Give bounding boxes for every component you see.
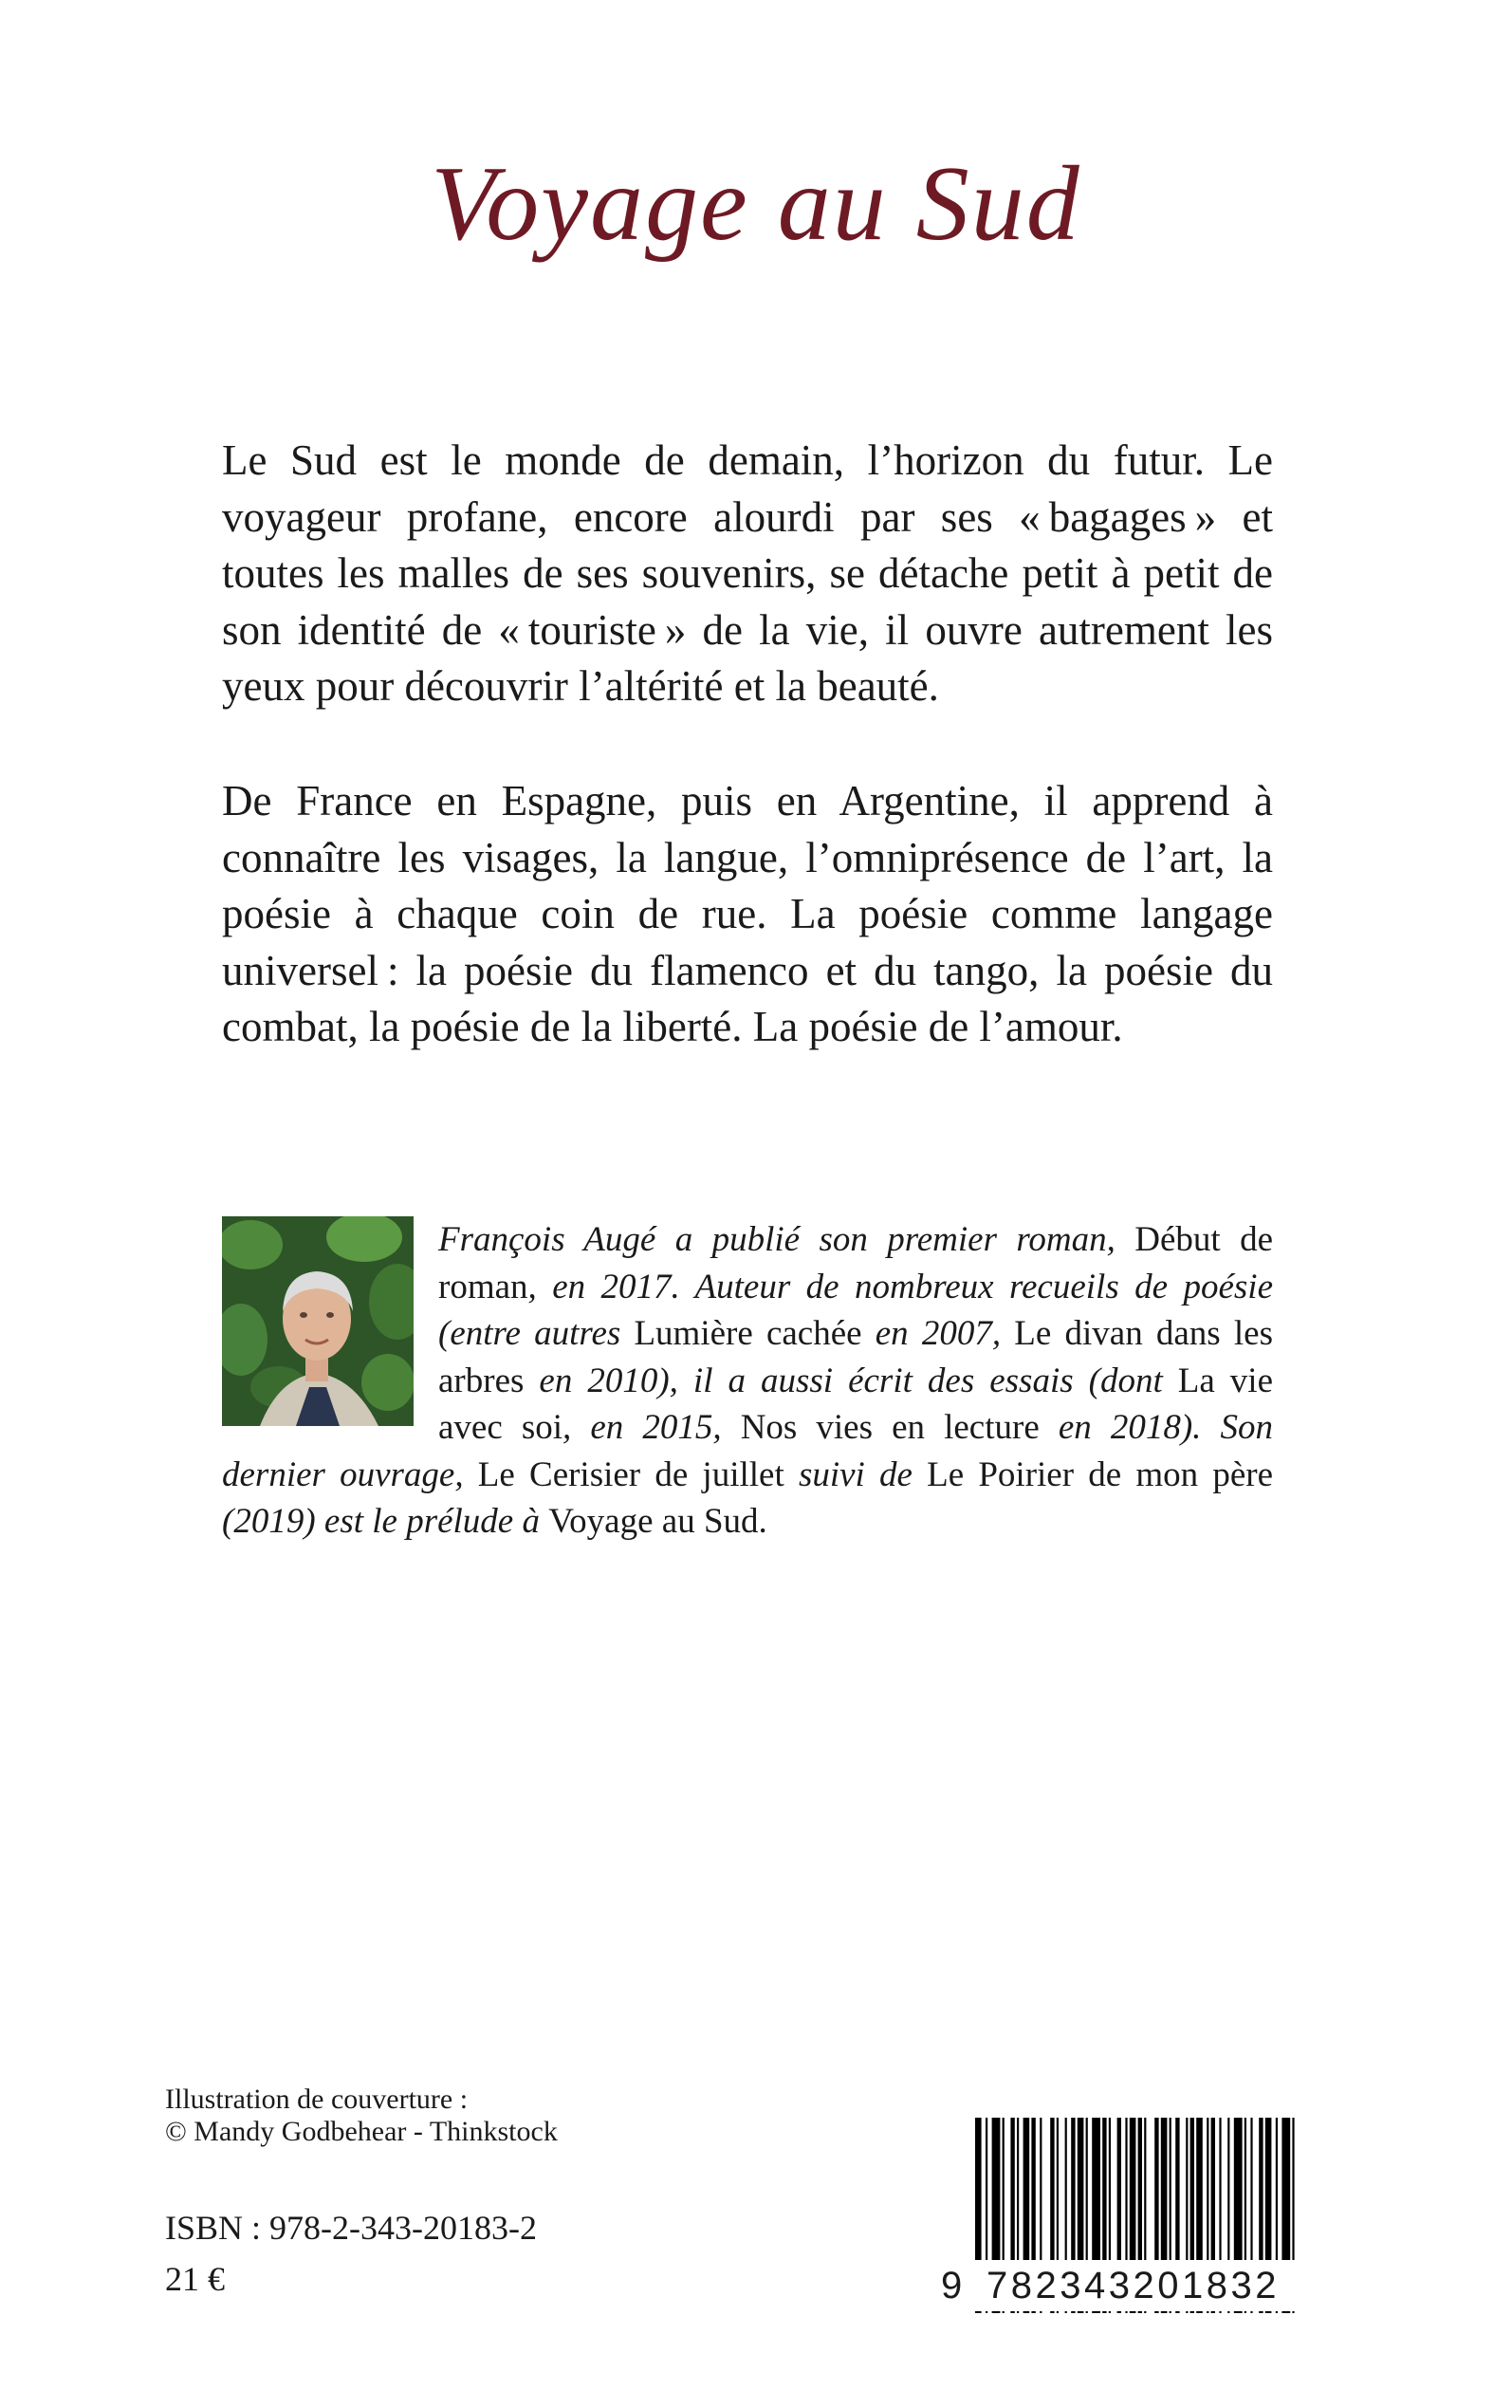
credits-line-1: Illustration de couverture : <box>165 2084 469 2115</box>
barcode-first-digit: 9 <box>941 2265 963 2306</box>
barcode-digits-rest: 782343201832 <box>986 2265 1280 2306</box>
barcode-digits <box>941 2260 1301 2311</box>
price-text: 21 € <box>165 2260 225 2298</box>
author-name: François Augé <box>438 1220 656 1259</box>
isbn-text: ISBN : 978-2-343-20183-2 <box>165 2209 537 2247</box>
credits-line-2: © Mandy Godbehear - Thinkstock <box>165 2116 558 2147</box>
cover-credits <box>165 2084 558 2148</box>
book-title: Voyage au Sud <box>431 145 1081 263</box>
author-photo <box>222 1216 414 1426</box>
blurb-paragraph-2: De France en Espagne, puis en Argentine, il apprend à connaître les visages, la langue, l’omniprésence de l’art, la poésie à chaque coin de rue. La poésie comme langage universel : la poésie du flamenco et du tango, la poésie du combat, la poésie de la liberté. La poésie de l’amour. <box>222 777 1273 1050</box>
author-bio: François Augé a publié son premier roman, Début de roman, en 2017. Auteur de nombreux recueils de poésie (entre autres Lumière cachée en 2007, Le divan dans les arbres en 2010), il a aussi écrit des essais (dont La vie avec soi, en 2015, Nos vies en lecture en 2018). Son dernier ouvrage, Le Cerisier de juillet suivi de Le Poirier de mon père (2019) est le prélude à Voyage au Sud. <box>222 1216 1273 1546</box>
blurb-paragraph-1: Le Sud est le monde de demain, l’horizon du futur. Le voyageur profane, encore alourdi par ses « bagages » et toutes les malles de ses souvenirs, se détache petit à petit de son identité de « touriste » de la vie, il ouvre autrement les yeux pour découvrir l’altérité et la beauté. <box>222 436 1273 710</box>
